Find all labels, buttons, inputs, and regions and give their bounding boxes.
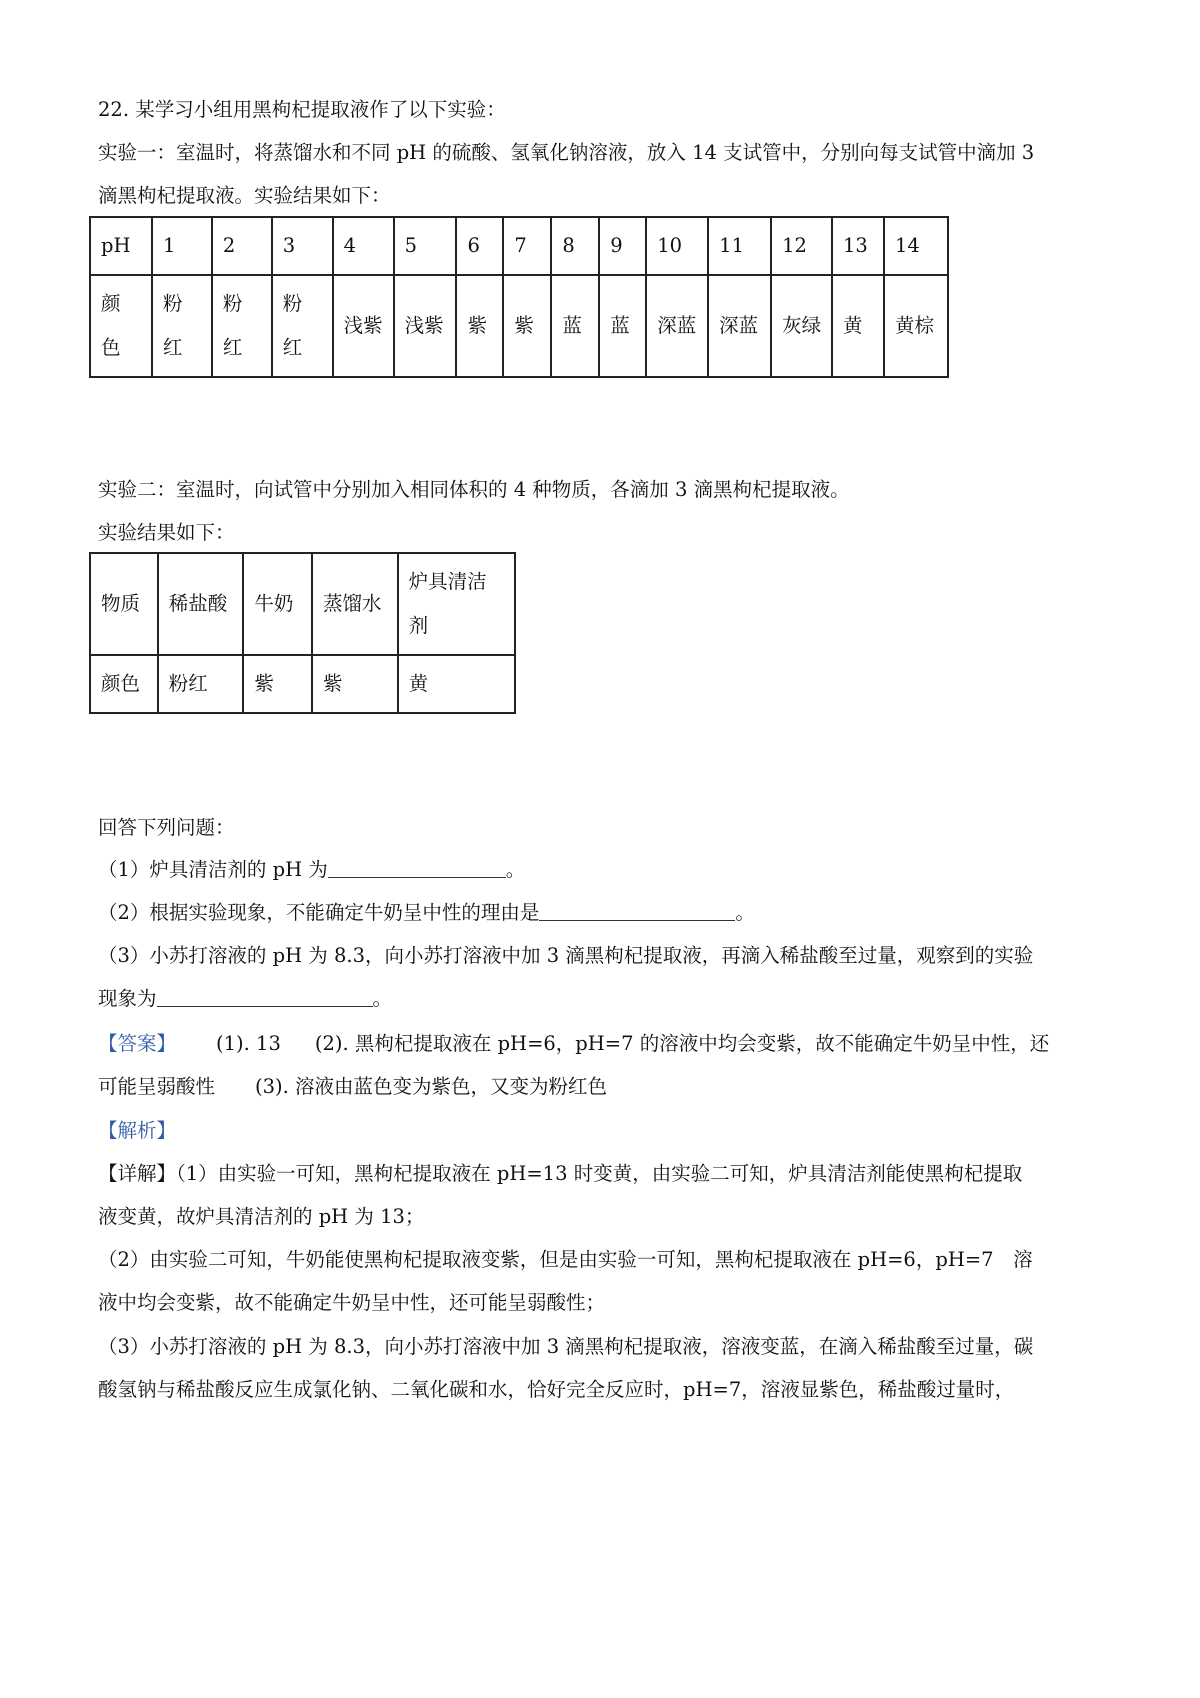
color-value: 粉红 <box>168 672 208 695</box>
analysis-label: 【解析】 <box>98 1119 177 1142</box>
answer-blank-3[interactable] <box>157 986 373 1007</box>
ph-value: 11 <box>719 234 744 257</box>
question-3-line1: （3）小苏打溶液的 pH 为 8.3，向小苏打溶液中加 3 滴黑枸杞提取液，再滴入稀盐酸至过量，观察到的实验 <box>98 944 1034 967</box>
experiment2-line2: 实验结果如下： <box>98 521 235 544</box>
answer-blank-1[interactable] <box>328 857 506 878</box>
substance-color-row <box>90 655 515 713</box>
ph-value: 8 <box>562 234 575 257</box>
ph-value: 6 <box>467 234 480 257</box>
color-value: 黄 <box>408 672 429 695</box>
detail-1-line1: 【详解】（1）由实验一可知，黑枸杞提取液在 pH=13 时变黄，由实验二可知，炉具清洁剂能使黑枸杞提取 <box>98 1162 1023 1185</box>
question-1-text: （1）炉具清洁剂的 pH 为 <box>98 858 328 881</box>
detail-2-line1: （2）由实验二可知，牛奶能使黑枸杞提取液变紫，但是由实验一可知，黑枸杞提取液在 pH=6，pH=7 溶 <box>98 1248 1033 1271</box>
substance-name: 蒸馏水 <box>323 592 382 615</box>
ph-value: 14 <box>894 234 920 257</box>
ph-color-table <box>89 216 949 378</box>
question-2 <box>98 899 755 927</box>
color-value: 紫 <box>254 672 274 695</box>
question-3-text: 现象为 <box>98 987 157 1010</box>
ph-value: 3 <box>282 234 296 257</box>
detail-3-line2: 酸氢钠与稀盐酸反应生成氯化钠、二氧化碳和水，恰好完全反应时，pH=7，溶液显紫色，稀盐酸过量时， <box>98 1378 1015 1401</box>
color-value: 紫 <box>467 314 487 337</box>
question-1-end: 。 <box>505 858 526 881</box>
question-3-end: 。 <box>372 987 393 1010</box>
table2-header: 物质 <box>101 592 141 615</box>
color-value: 黄棕 <box>894 314 934 337</box>
question-2-text: （2）根据实验现象，不能确定牛奶呈中性的理由是 <box>98 901 540 924</box>
answer-2: (2). 黑枸杞提取液在 pH=6，pH=7 的溶液中均会变紫，故不能确定牛奶呈中性，还 <box>314 1032 1050 1055</box>
color-value: 粉 红 <box>162 292 183 359</box>
question-1 <box>98 856 525 884</box>
substance-color-table <box>89 552 516 714</box>
substance-row <box>90 553 515 655</box>
ph-value: 4 <box>343 234 357 257</box>
answer-line2 <box>98 1073 607 1101</box>
detail-3-line1: （3）小苏打溶液的 pH 为 8.3，向小苏打溶液中加 3 滴黑枸杞提取液，溶液变蓝，在滴入稀盐酸至过量，碳 <box>98 1335 1034 1358</box>
color-value: 黄 <box>843 314 863 337</box>
color-value: 浅紫 <box>404 314 444 337</box>
color-row <box>90 275 948 377</box>
ph-value: 12 <box>782 234 807 257</box>
experiment2-line1: 实验二：室温时，向试管中分别加入相同体积的 4 种物质，各滴加 3 滴黑枸杞提取液。 <box>98 478 850 501</box>
ph-row <box>90 217 948 275</box>
question-2-end: 。 <box>735 901 755 924</box>
question-title: 22. 某学习小组用黑枸杞提取液作了以下实验： <box>98 98 506 121</box>
ph-value: 1 <box>162 234 176 257</box>
ph-value: 9 <box>610 234 623 257</box>
experiment1-line1: 实验一：室温时，将蒸馏水和不同 pH 的硫酸、氢氧化钠溶液，放入 14 支试管中，分别向每支试管中滴加 3 <box>98 141 1035 164</box>
color-value: 深蓝 <box>657 314 697 337</box>
question-3-line2 <box>98 985 392 1013</box>
color-value: 粉 红 <box>282 292 303 359</box>
ph-value: 5 <box>404 234 417 257</box>
color-value: 灰绿 <box>782 314 822 337</box>
ph-value: 10 <box>657 234 683 257</box>
answer-3: (3). 溶液由蓝色变为紫色，又变为粉红色 <box>255 1075 608 1098</box>
substance-name: 炉具清洁 剂 <box>408 570 487 637</box>
color-value: 粉 红 <box>222 292 243 359</box>
substance-name: 稀盐酸 <box>168 592 228 615</box>
answer-2-continued: 可能呈弱酸性 <box>98 1075 216 1098</box>
table1-color-header: 颜 色 <box>101 292 121 359</box>
color-value: 蓝 <box>562 314 582 337</box>
answer-line1 <box>98 1030 1049 1058</box>
color-value: 紫 <box>323 672 343 695</box>
answer-prompt: 回答下列问题： <box>98 816 235 839</box>
answer-label: 【答案】 <box>98 1032 177 1055</box>
ph-value: 7 <box>514 234 527 257</box>
table2-color-header: 颜色 <box>101 672 141 695</box>
detail-2-line2: 液中均会变紫，故不能确定牛奶呈中性，还可能呈弱酸性； <box>98 1291 606 1314</box>
color-value: 紫 <box>514 314 534 337</box>
ph-value: 13 <box>843 234 868 257</box>
answer-blank-2[interactable] <box>539 900 735 921</box>
color-value: 浅紫 <box>343 314 383 337</box>
experiment1-line2: 滴黑枸杞提取液。实验结果如下： <box>98 184 391 207</box>
detail-1-line2: 液变黄，故炉具清洁剂的 pH 为 13； <box>98 1205 425 1228</box>
answer-1: (1). 13 <box>216 1032 281 1055</box>
substance-name: 牛奶 <box>254 592 294 615</box>
table1-header: pH <box>101 234 131 257</box>
color-value: 深蓝 <box>719 314 759 337</box>
color-value: 蓝 <box>610 314 630 337</box>
ph-value: 2 <box>222 234 236 257</box>
